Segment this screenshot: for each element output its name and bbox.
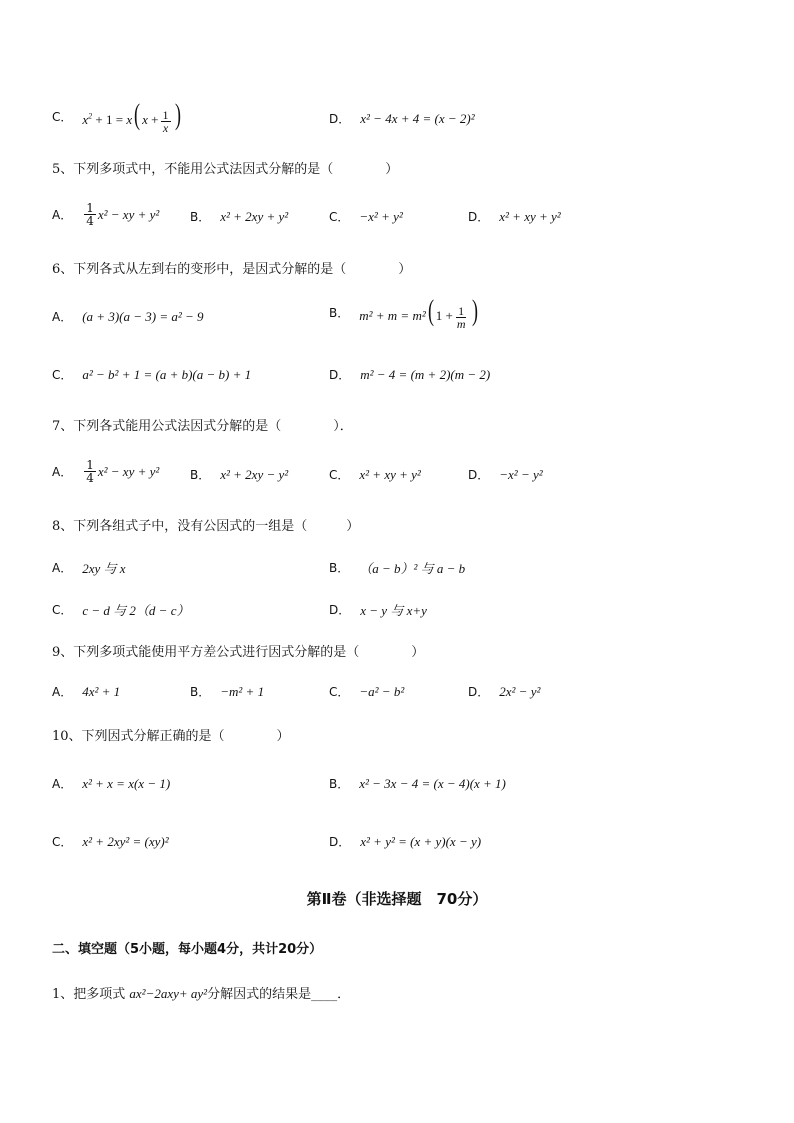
fill-q1-post: 分解因式的结果是____． (207, 987, 351, 1002)
q8-option-d[interactable] (329, 600, 427, 619)
option-label: D． (329, 835, 351, 849)
q10-option-b-expr: x² − 3x − 4 = (x − 4)(x + 1) (359, 775, 506, 791)
q5-option-d[interactable] (468, 208, 561, 225)
option-label: B． (329, 306, 350, 321)
q6-option-b-left: m² + m = m² (359, 308, 426, 323)
q7-option-d[interactable] (468, 466, 543, 483)
fill-q1-pre: 1、把多项式 (52, 987, 130, 1002)
option-label: A． (52, 777, 73, 791)
q7-option-c-expr: x² + xy + y² (359, 466, 421, 482)
option-label: A． (52, 465, 73, 479)
q9-option-b[interactable] (190, 683, 264, 700)
q4-option-c[interactable] (52, 100, 183, 134)
option-label: B． (190, 685, 211, 699)
q5-option-a[interactable] (52, 202, 159, 227)
section-title: 第Ⅱ卷（非选择题 70分） (306, 890, 488, 908)
q5-option-c-expr: −x² + y² (359, 208, 403, 224)
q5-option-d-expr: x² + xy + y² (499, 208, 561, 224)
q8-option-a-expr: 2xy 与 x (82, 561, 126, 576)
option-label: C． (52, 603, 73, 617)
q8-option-a[interactable] (52, 558, 126, 577)
q5-option-c[interactable] (329, 208, 403, 225)
q10-option-d-expr: x² + y² = (x + y)(x − y) (360, 833, 482, 849)
q6-option-b-expr: m² + m = m²( 1 + $\frac{1}{m}$ ) (359, 294, 478, 331)
option-label: D． (468, 210, 490, 224)
option-label: D． (468, 685, 490, 699)
option-label: A． (52, 310, 73, 324)
q5-option-b-expr: x² + 2xy + y² (220, 208, 289, 224)
option-label: D． (329, 112, 351, 126)
q8-stem: 8、下列各组式子中，没有公因式的一组是（ ） (52, 519, 360, 534)
q6-option-c-expr: a² − b² + 1 = (a + b)(a − b) + 1 (82, 366, 252, 382)
q10-option-b[interactable] (329, 775, 506, 792)
fraction-one-quarter: $\frac{1}{4}$ (86, 458, 94, 485)
q6-option-d-expr: m² − 4 = (m + 2)(m − 2) (360, 366, 491, 382)
q5-stem: 5、下列多项式中，不能用公式法因式分解的是（ ） (52, 162, 399, 177)
q9-stem: 9、下列多项式能使用平方差公式进行因式分解的是（ ） (52, 645, 425, 660)
q5-option-a-expr: x² − xy + y² (97, 206, 160, 222)
q6-option-b[interactable] (329, 296, 480, 330)
q4-option-d-expr: x² − 4x + 4 = (x − 2)² (360, 110, 475, 126)
option-label: D． (468, 468, 490, 482)
q8-option-c[interactable] (52, 600, 189, 619)
option-label: C． (329, 210, 350, 224)
q4-option-c-expr: $x^2 + 1 = x$( x + $\frac{1}{x}$ ) (82, 98, 181, 135)
option-label: A． (52, 561, 73, 575)
q9-option-c-expr: −a² − b² (359, 683, 405, 699)
q9-option-d[interactable] (468, 683, 540, 700)
q10-option-a[interactable] (52, 775, 170, 792)
q10-option-a-expr: x² + x = x(x − 1) (82, 775, 171, 791)
q8-option-b-expr: （a − b）² 与 a − b (359, 561, 466, 576)
option-label: D． (329, 368, 351, 382)
q7-option-b[interactable] (190, 466, 288, 483)
q9-option-b-expr: −m² + 1 (220, 683, 265, 699)
option-label: D． (329, 603, 351, 617)
q10-option-c-expr: x² + 2xy² = (xy)² (82, 833, 169, 849)
q10-option-c[interactable] (52, 833, 169, 850)
q10-option-d[interactable] (329, 833, 481, 850)
option-label: A． (52, 208, 73, 222)
fill-blank-question-1 (52, 983, 350, 1002)
q9-option-a-expr: 4x² + 1 (82, 683, 121, 699)
option-label: B． (329, 561, 350, 575)
q8-option-b[interactable] (329, 558, 465, 577)
q9-option-c[interactable] (329, 683, 404, 700)
q7-option-b-expr: x² + 2xy − y² (220, 466, 289, 482)
part-title: 二、填空题（5小题，每小题4分，共计20分） (52, 942, 323, 957)
q10-stem: 10、下列因式分解正确的是（ ） (52, 729, 290, 744)
option-label: A． (52, 685, 73, 699)
q6-stem: 6、下列各式从左到右的变形中，是因式分解的是（ ） (52, 262, 412, 277)
q6-option-c[interactable] (52, 366, 251, 383)
q5-option-b[interactable] (190, 208, 288, 225)
fill-q1-expr: ax²−2axy+ ay² (129, 986, 208, 1001)
q7-option-d-expr: −x² − y² (499, 466, 543, 482)
q6-option-d[interactable] (329, 366, 490, 383)
q9-option-a[interactable] (52, 683, 120, 700)
option-label: C． (52, 110, 73, 125)
q8-option-d-expr: x − y 与 x+y (360, 603, 427, 618)
q7-stem: 7、下列各式能用公式法因式分解的是（ ）． (52, 419, 353, 434)
q7-option-a-expr: x² − xy + y² (97, 463, 160, 479)
option-label: B． (190, 210, 211, 224)
option-label: C． (52, 368, 73, 382)
fraction-one-quarter: $\frac{1}{4}$ (86, 201, 94, 228)
option-label: C． (52, 835, 73, 849)
q8-option-c-expr: c − d 与 2（d − c） (82, 603, 190, 618)
q4-option-d[interactable] (329, 110, 475, 127)
q7-option-c[interactable] (329, 466, 421, 483)
option-label: B． (329, 777, 350, 791)
q7-option-a[interactable] (52, 459, 159, 484)
option-label: C． (329, 468, 350, 482)
q6-option-a[interactable] (52, 308, 204, 325)
option-label: C． (329, 685, 350, 699)
q9-option-d-expr: 2x² − y² (499, 683, 541, 699)
q6-option-a-expr: (a + 3)(a − 3) = a² − 9 (82, 308, 204, 324)
option-label: B． (190, 468, 211, 482)
